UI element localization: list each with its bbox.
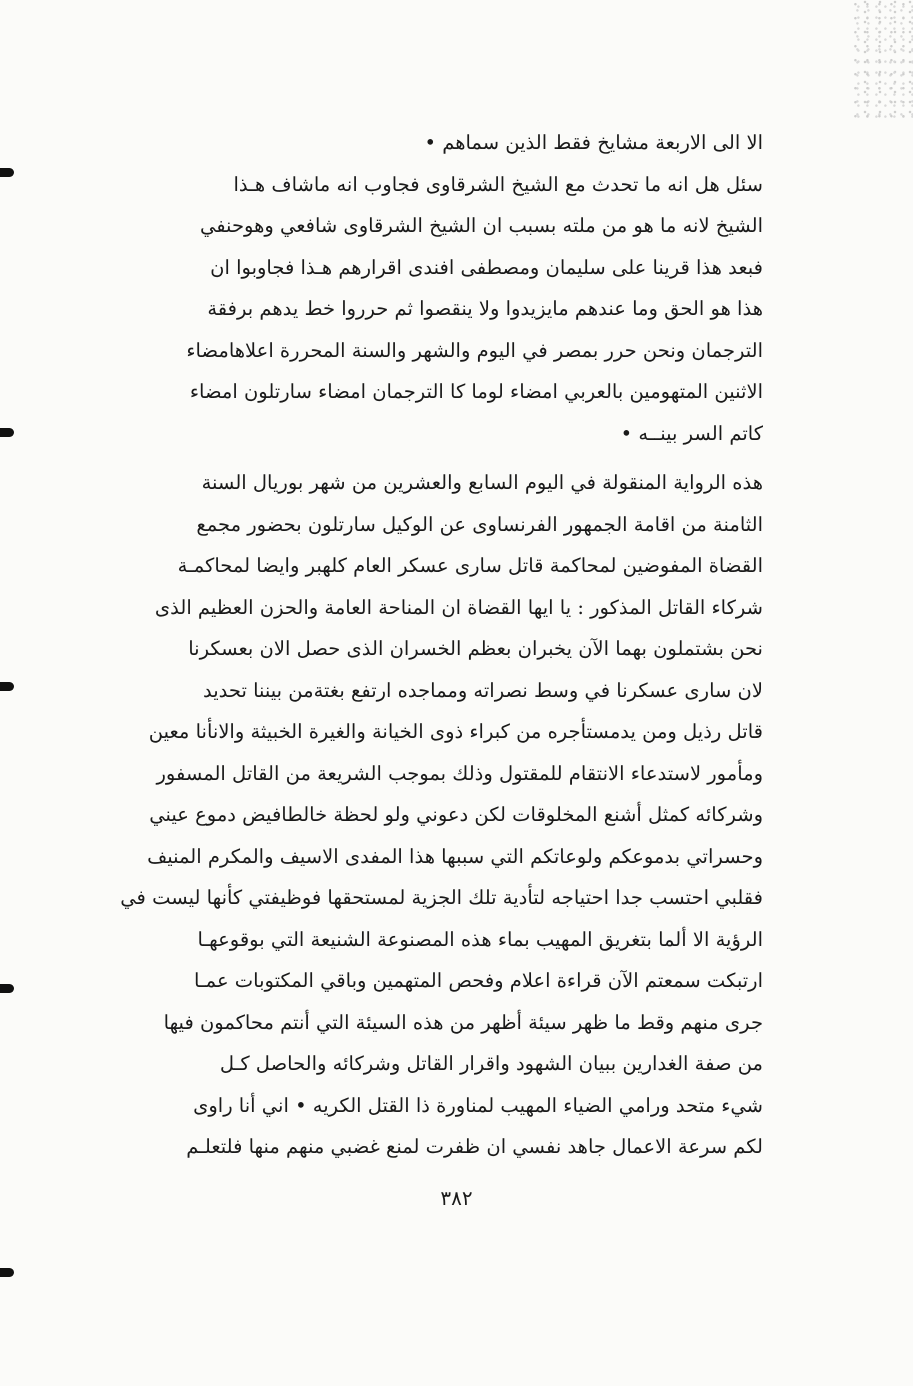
text-line: الثامنة من اقامة الجمهور الفرنساوى عن الوكيل سارتلون بحضور مجمع xyxy=(196,512,763,536)
text-line: وشركائه كمثل أشنع المخلوقات لكن دعوني ولو لحظة خالطافيض دموع عيني xyxy=(149,803,763,826)
text-line: الا الى الاربعة مشايخ فقط الذين سماهم • xyxy=(424,131,763,154)
margin-mark xyxy=(0,682,14,691)
text-line: نحن بشتملون بهما الآن يخبران بعظم الخسران الذى حصل الان بعسكرنا xyxy=(188,637,763,660)
text-line: الاثنين المتهومين بالعربي امضاء لوما كا الترجمان امضاء سارتلون امضاء xyxy=(189,380,763,403)
text-line: الرؤية الا ألما بتغريق المهيب بماء هذه المصنوعة الشنيعة التي بوقوعهـا xyxy=(197,927,763,951)
text-line: ارتبكت سمعتم الآن قراءة اعلام وفحص المتهمين وباقي المكتوبات عمـا xyxy=(194,969,763,992)
text-line: شيء متحد ورامي الضياء المهيب لمناورة ذا القتل الكريه • اني أنا راوى xyxy=(193,1093,763,1117)
text-line: كاتم السر بينــه • xyxy=(620,421,763,445)
text-line: شركاء القاتل المذكور : يا ايها القضاة ان المناحة العامة والحزن العظيم الذى xyxy=(154,595,763,619)
text-line: وحسراتي بدموعكم ولوعاتكم التي سببها هذا المفدى الاسيف والمكرم المنيف xyxy=(147,844,763,868)
margin-mark xyxy=(0,984,14,993)
text-line: ومأمور لاستدعاء الانتقام للمقتول وذلك بموجب الشريعة من القاتل المسفور xyxy=(156,761,763,785)
text-line: جرى منهم وقط ما ظهر سيئة أظهر من هذه السيئة التي أنتم محاكمون فيها xyxy=(163,1010,763,1034)
margin-mark xyxy=(0,428,14,437)
text-line: فقلبي احتسب جدا احتياجه لتأدية تلك الجزية لمستحقها فوظيفتي كأنها ليست في xyxy=(120,886,763,909)
text-line: هذا هو الحق وما عندهم مايزيدوا ولا ينقصوا ثم حرروا خط يدهم برفقة xyxy=(207,297,763,320)
margin-mark xyxy=(0,168,14,177)
text-line: لان سارى عسكرنا في وسط نصراته ومماجده ارتفع بغتةمن بيننا تحديد xyxy=(202,678,763,702)
body-text xyxy=(95,122,763,1168)
page-speckle xyxy=(853,0,913,120)
text-line: لكم سرعة الاعمال جاهد نفسي ان ظفرت لمنع غضبي منهم منها فلتعلـم xyxy=(186,1135,763,1158)
page-number: ٣٨٢ xyxy=(440,1186,473,1210)
text-line: قاتل رذيل ومن يدمستأجره من كبراء ذوى الخيانة والغيرة الخبيثة والانأنا معين xyxy=(148,720,763,743)
text-line: الشيخ لانه ما هو من ملته بسبب ان الشيخ الشرقاوى شافعي وهوحنفي xyxy=(199,214,763,237)
text-line: فبعد هذا قرينا على سليمان ومصطفى افندى اقرارهم هـذا فجاوبوا ان xyxy=(210,255,763,279)
text-line: سئل هل انه ما تحدث مع الشيخ الشرقاوى فجاوب انه ماشاف هـذا xyxy=(233,172,763,196)
text-line: من صفة الغدارين ببيان الشهود واقرار القاتل وشركائه والحاصل كـل xyxy=(219,1052,763,1075)
text-line: هذه الرواية المنقولة في اليوم السابع والعشرين من شهر بوريال السنة xyxy=(201,471,763,494)
text-line: الترجمان ونحن حرر بمصر في اليوم والشهر والسنة المحررة اعلاهامضاء xyxy=(186,338,763,362)
text-line: القضاة المفوضين لمحاكمة قاتل سارى عسكر العام كلهبر وايضا لمحاكمـة xyxy=(177,554,763,577)
margin-mark xyxy=(0,1268,14,1277)
